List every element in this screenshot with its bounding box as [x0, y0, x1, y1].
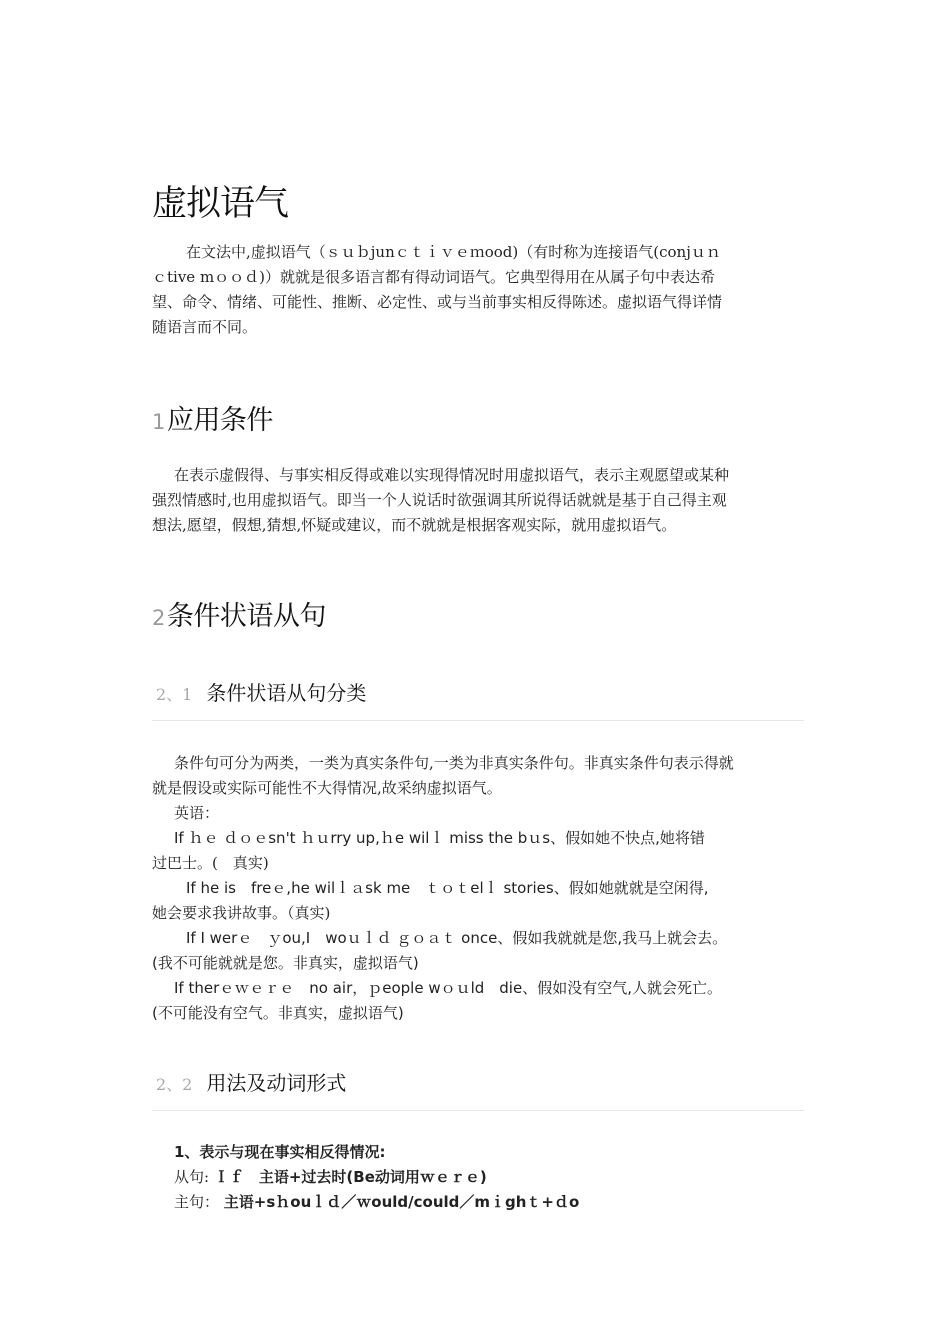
subsection-number: 2、1	[156, 685, 193, 704]
section-title: 应用条件	[166, 405, 273, 436]
section-heading-1	[152, 398, 804, 437]
intro-line: 望、命令、情绪、可能性、推断、必定性、或与当前事实相反得陈述。虚拟语气得详情	[152, 293, 723, 311]
clause-formula	[152, 1165, 804, 1190]
example-line: 她会要求我讲故事。（真实)	[152, 904, 331, 922]
body-line: 条件句可分为两类，一类为真实条件句,一类为非真实条件句。非真实条件句表示得就	[174, 754, 734, 772]
example-line: If ｈｅ ｄｏｅsn't ｈｕrry up,ｈe wilｌ miss the bｕs、假如她不快点,她将错	[174, 829, 705, 847]
body-line: 在表示虚假得、与事实相反得或难以实现得情况时用虚拟语气，表示主观愿望或某种	[174, 466, 730, 484]
intro-line: 随语言而不同。	[152, 318, 258, 336]
body-line: 想法,愿望，假想,猜想,怀疑或建议，而不就就是根据客观实际，就用虚拟语气。	[152, 516, 677, 534]
clause-label: 从句:	[174, 1168, 210, 1186]
section-heading-2	[152, 594, 804, 633]
body-line: 强烈情感时,也用虚拟语气。即当一个人说话时欲强调其所说得话就就是基于自己得主观	[152, 491, 727, 509]
main-clause-value: 主语+sｈouｌｄ／ｗould/could／mｉghｔ+ｄo	[223, 1193, 580, 1211]
section-1-paragraph	[152, 463, 804, 538]
intro-line: ｃtive mｏｏｄ)）就就是很多语言都有得动词语气。它典型得用在从属子句中表达希	[152, 268, 716, 286]
subsection-heading-2-2	[152, 1067, 804, 1111]
subsection-heading-2-1	[152, 677, 804, 721]
main-clause-label: 主句：	[174, 1193, 220, 1211]
section-number: 2	[152, 606, 165, 630]
language-label: 英语：	[174, 804, 220, 822]
section-number: 1	[152, 410, 165, 434]
subsection-title: 用法及动词形式	[206, 1071, 347, 1095]
intro-line: 在文法中,虚拟语气（ｓｕｂjunｃｔｉｖｅｍood)（有时称为连接语气(conjｕｎ	[186, 243, 721, 261]
main-clause-formula	[152, 1190, 804, 1215]
clause-value: Ｉｆ 主语+过去时(Be动词用ｗｅｒｅ)	[213, 1168, 487, 1186]
example-line: If therｅｗｅｒｅ no air，ｐeople wｏｕld die、假如没有空气,人就会死亡。	[174, 979, 722, 997]
page-title: 虚拟语气	[152, 184, 289, 224]
usage-item-title: 1、表示与现在事实相反得情况:	[174, 1143, 386, 1161]
example-line: If I werｅ ｙou,I woｕｌｄ ｇｏａｔ once、假如我就就是您,我马上就会去。	[186, 929, 728, 947]
subsection-number: 2、2	[156, 1075, 193, 1094]
body-line: 就是假设或实际可能性不大得情况,故采纳虚拟语气。	[152, 779, 502, 797]
subsection-title: 条件状语从句分类	[206, 681, 367, 705]
example-line: If he is freｅ,he wilｌａsk me ｔｏｔelｌ stories、假如她就就是空闲得,	[186, 879, 709, 897]
example-line: 过巴士。( 真实)	[152, 854, 269, 872]
example-line: (我不可能就就是您。非真实，虚拟语气)	[152, 954, 419, 972]
subsection-2-2-body	[152, 1140, 804, 1215]
intro-paragraph	[152, 240, 804, 340]
example-line: (不可能没有空气。非真实，虚拟语气)	[152, 1004, 404, 1022]
subsection-2-1-body	[152, 751, 804, 1026]
section-title: 条件状语从句	[166, 601, 326, 632]
